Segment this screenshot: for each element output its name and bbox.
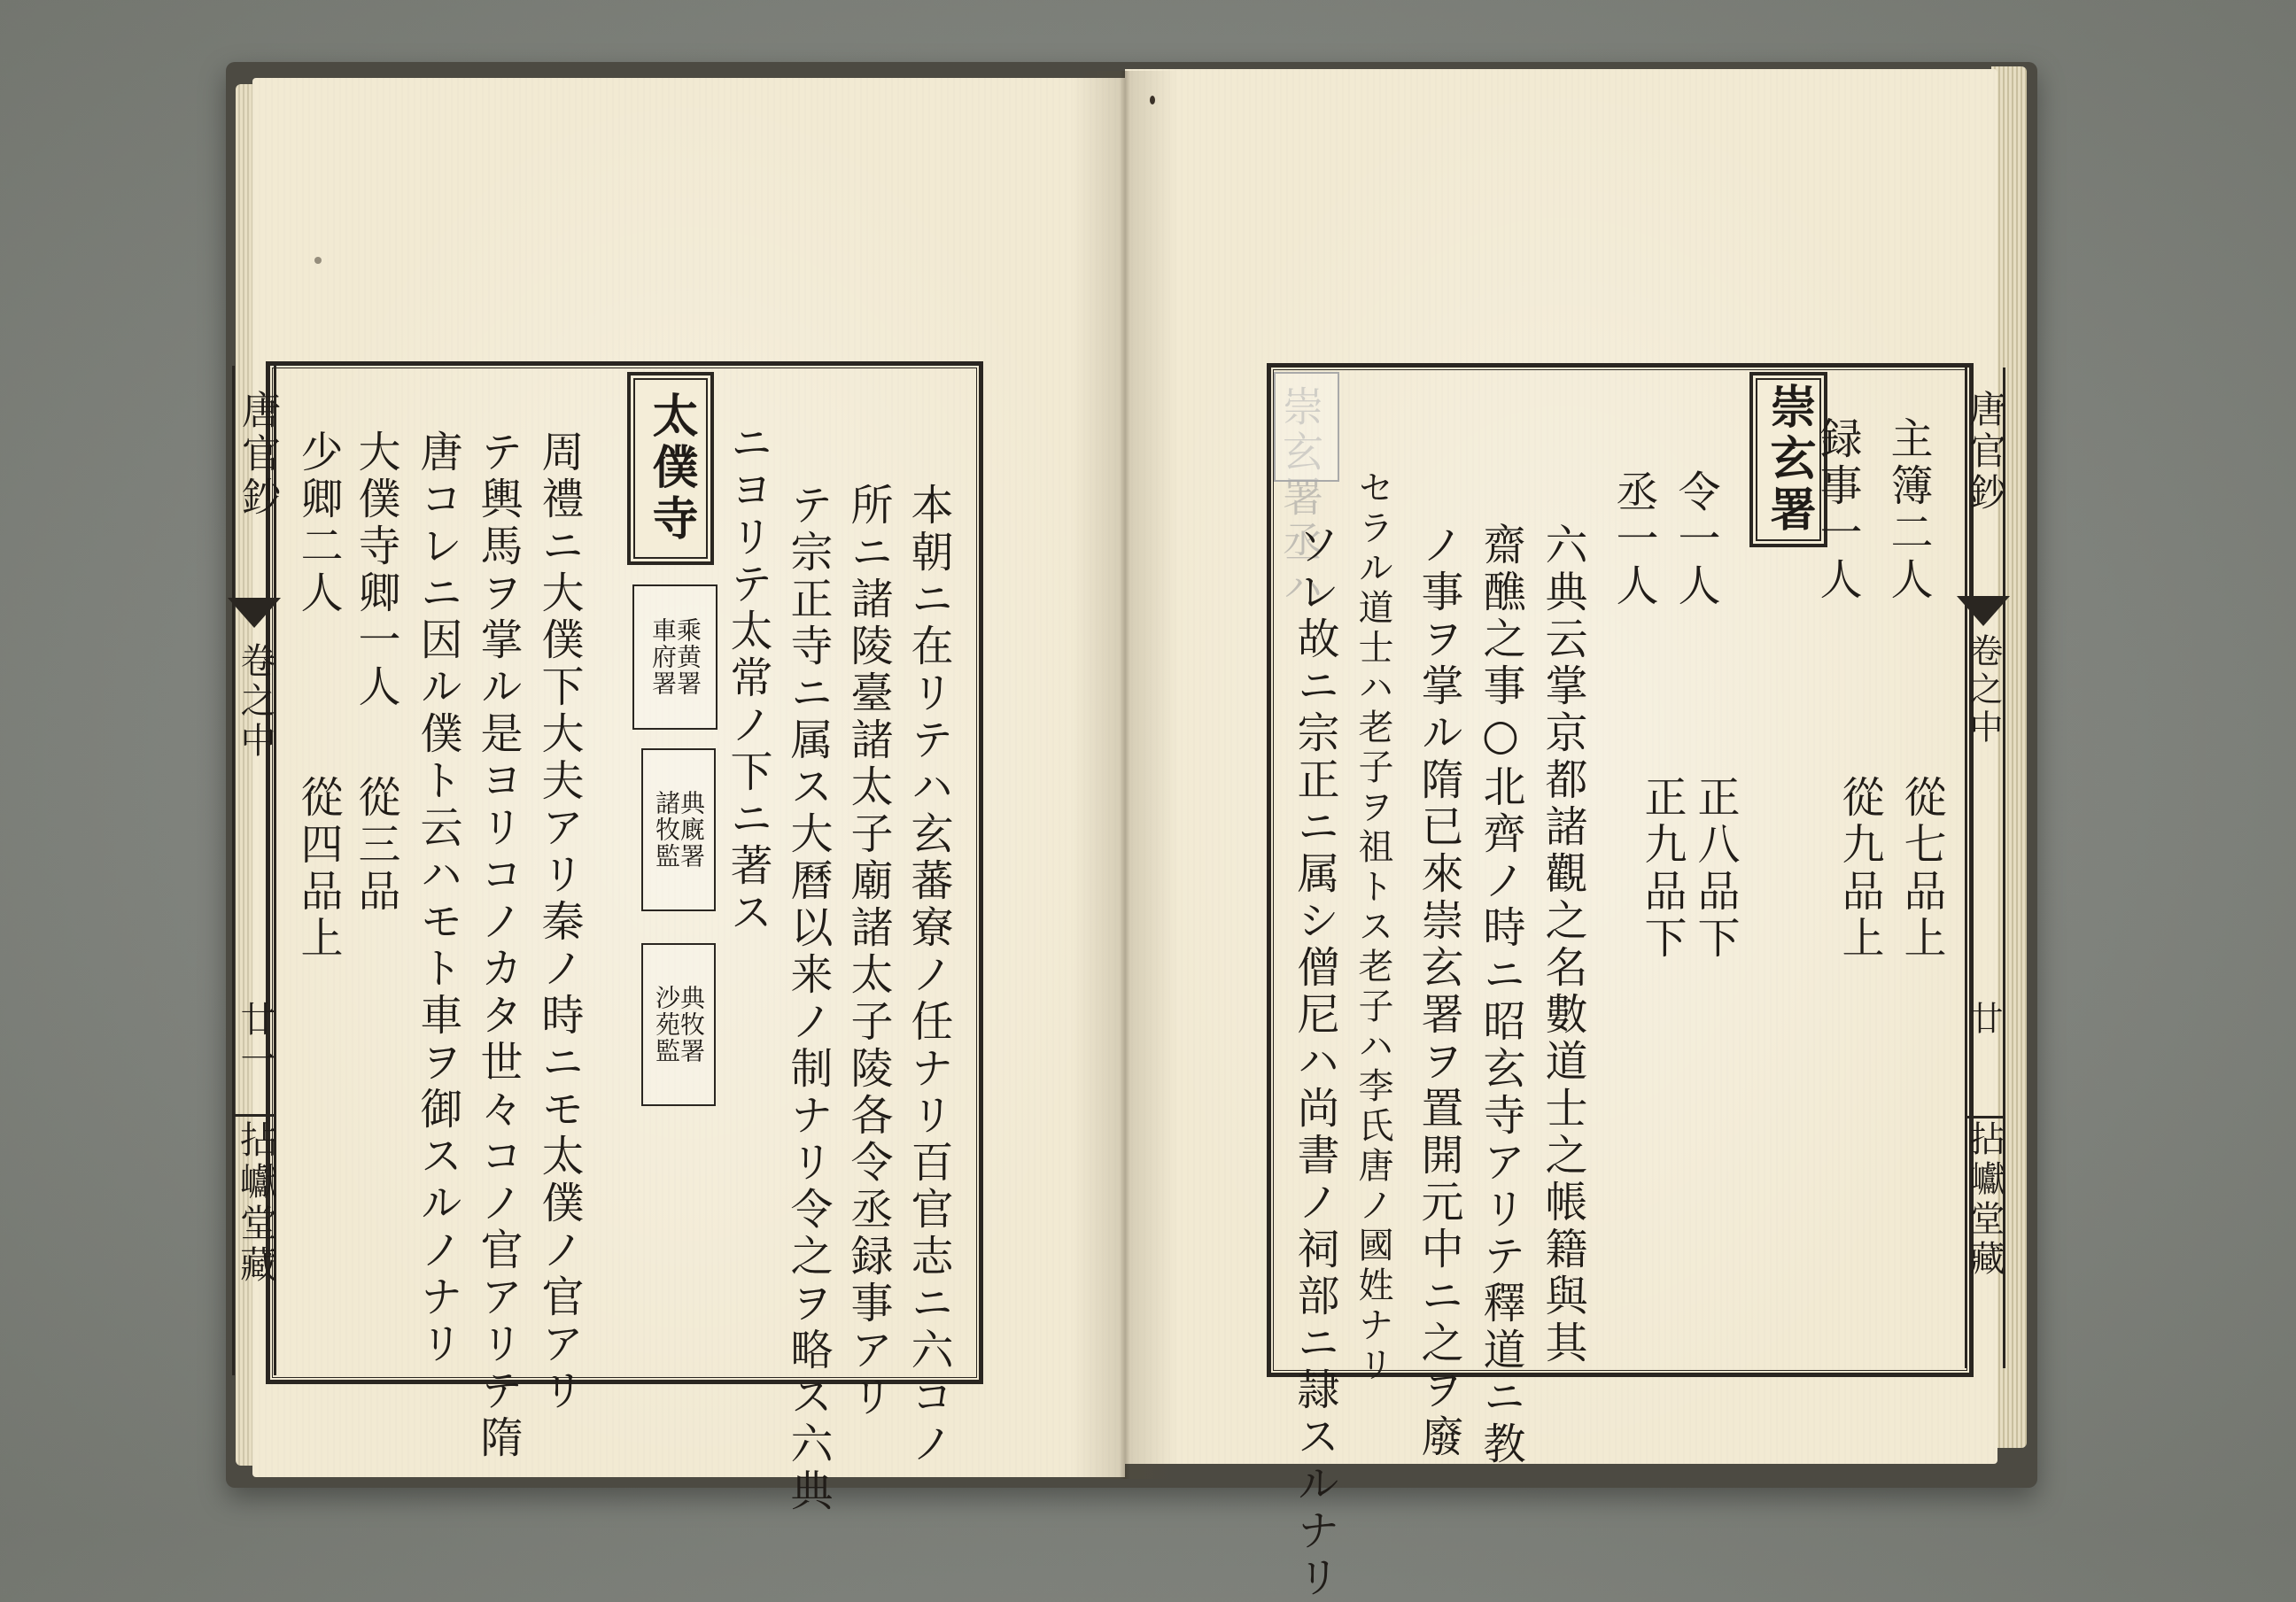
bleed-through-text: 崇玄署丞ハ: [1276, 385, 1324, 611]
paper-spot: [314, 257, 322, 264]
commentary-line-1: 本朝ニ在リテハ玄蕃寮ノ任ナリ百官志ニ六コノ: [904, 483, 953, 1468]
official-director-rank: 正八品下: [1690, 775, 1740, 963]
official-recorder: 録事一人: [1812, 416, 1862, 604]
sub-office-box-2: [641, 748, 716, 911]
official-recorder-rank: 從九品上: [1834, 775, 1884, 963]
official-minister-rank: 從三品: [351, 775, 400, 916]
history-line-3: 唐コレニ因ル僕ト云ハモト車ヲ御スルノナリ: [413, 430, 462, 1368]
sub-office-label: 諸牧監: [652, 790, 681, 870]
paper-spot: [1150, 96, 1155, 104]
sub-office-label: 車府署: [648, 617, 678, 697]
official-deputy-rank: 正九品下: [1637, 775, 1687, 963]
right-margin-folio: 廿: [1964, 1001, 2003, 1039]
spine-rule: [232, 1114, 276, 1117]
right-commentary-line-4: セラル道士ハ老子ヲ祖トス老子ハ李氏唐ノ國姓ナリ: [1353, 469, 1393, 1386]
upper-fish-tail-mark: [1957, 596, 2010, 626]
left-margin-publisher: 拈巘堂藏: [235, 1120, 278, 1287]
history-line-1: 周禮ニ大僕下大夫アリ秦ノ時ニモ太僕ノ官アリ: [534, 430, 584, 1415]
left-margin-volume: 卷之中: [235, 642, 275, 762]
right-commentary-line-1: 六典云掌京都諸觀之名數道士之帳籍與其: [1538, 522, 1587, 1367]
spine-rule: [1965, 1116, 2005, 1118]
sub-office-label: 典廐署: [677, 790, 706, 870]
right-commentary-line-3: ノ事ヲ掌ル隋已來崇玄署ヲ置開元中ニ之ヲ廢: [1414, 522, 1463, 1461]
commentary-line-3: テ宗正寺ニ属ス大曆以来ノ制ナリ令之ヲ略ス六典: [783, 483, 833, 1515]
official-deputy: 丞一人: [1609, 469, 1658, 610]
left-section-title: 太僕寺: [644, 391, 698, 546]
bleed-through-box: [1274, 372, 1339, 482]
official-minister: 大僕寺卿一人: [351, 430, 400, 711]
right-section-title: 崇玄署: [1762, 383, 1816, 537]
right-commentary-line-5: ソレ故ニ宗正ニ属シ僧尼ハ尚書ノ祠部ニ隷スルナリ: [1290, 522, 1339, 1602]
official-registrar: 主簿二人: [1883, 416, 1933, 604]
right-margin-publisher: 拈巘堂藏: [1964, 1120, 2005, 1280]
sub-office-label: 沙苑監: [652, 985, 681, 1064]
left-section-title-box: [627, 372, 714, 565]
official-registrar-rank: 從七品上: [1897, 775, 1946, 963]
sub-office-label: 乘黄署: [673, 617, 702, 697]
left-margin-folio: 廿一: [235, 1001, 275, 1080]
left-margin-book-title: 唐官鈔: [235, 390, 280, 520]
sub-office-box-3: [641, 943, 716, 1106]
sub-office-box-1: [632, 584, 718, 730]
history-line-2: テ輿馬ヲ掌ル是ヨリコノカタ世々コノ官アリテ隋: [473, 430, 523, 1462]
commentary-line-4: ニヨリテ太常ノ下ニ著ス: [723, 421, 772, 937]
official-vice-minister: 少卿二人: [293, 430, 343, 617]
upper-fish-tail-mark: [228, 598, 281, 628]
official-vice-minister-rank: 從四品上: [293, 775, 343, 963]
sub-office-label: 典牧署: [677, 985, 706, 1064]
right-margin-book-title: 唐官鈔: [1964, 390, 2007, 515]
right-commentary-line-2: 齋醮之事○北齊ノ時ニ昭玄寺アリテ釋道ニ教: [1476, 522, 1525, 1468]
commentary-line-2: 所ニ諸陵臺諸太子廟諸太子陵各令丞録事アリ: [843, 483, 893, 1421]
official-director: 令一人: [1671, 469, 1720, 610]
right-margin-volume: 卷之中: [1964, 633, 2003, 747]
